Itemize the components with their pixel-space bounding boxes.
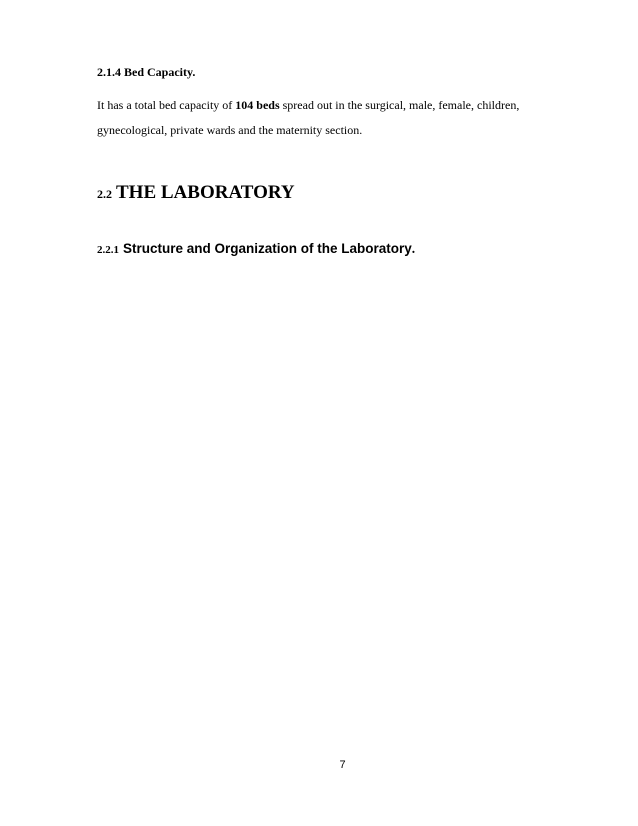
subsection-number: 2.2.1	[97, 244, 119, 256]
section-title: THE LABORATORY	[116, 182, 295, 203]
paragraph-line-2: gynecological, private wards and the maternity section.	[97, 123, 363, 137]
heading-structure-organization	[97, 239, 415, 260]
subsection-period: .	[411, 241, 416, 256]
paragraph-prefix: It has a total bed capacity of	[97, 98, 236, 112]
heading-the-laboratory	[97, 180, 295, 207]
paragraph-line-1-rest: spread out in the surgical, male, female, children,	[279, 98, 520, 112]
section-number: 2.2	[97, 187, 112, 201]
paragraph-line-1	[97, 93, 557, 118]
bed-count: 104 beds	[235, 98, 280, 112]
subsection-title: Structure and Organization of the Laboratory	[123, 241, 412, 256]
page-number: 7	[339, 759, 346, 771]
bed-capacity-paragraph	[97, 93, 557, 143]
heading-bed-capacity: 2.1.4 Bed Capacity.	[97, 65, 196, 79]
